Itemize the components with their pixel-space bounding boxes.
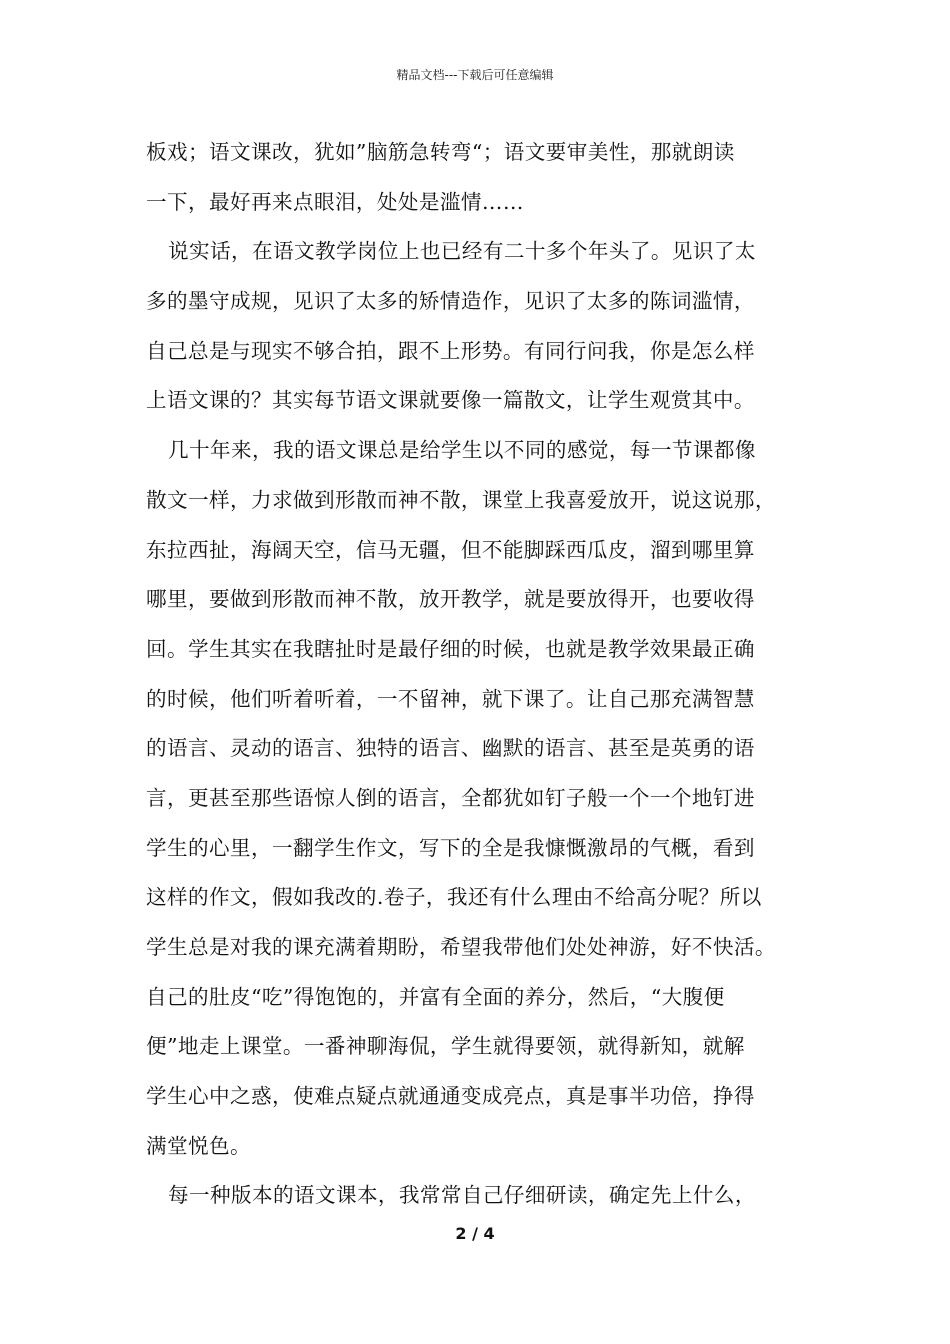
paragraph-start-line: 每一种版本的语文课本，我常常自己仔细研读，确定先上什么， [168, 1183, 756, 1208]
body-text [146, 128, 826, 1221]
text-line: 的时候，他们听着听着，一不留神，就下课了。让自己那充满智慧 [146, 686, 755, 711]
text-line: 学生心中之惑，使难点疑点就通通变成亮点，真是事半功倍，挣得 [146, 1084, 755, 1109]
text-line: 一下，最好再来点眼泪，处处是滥情…… [146, 189, 524, 214]
text-line: 这样的作文，假如我改的.卷子，我还有什么理由不给高分呢？所以 [146, 885, 762, 910]
text-line: 东拉西扯，海阔天空，信马无疆，但不能脚踩西瓜皮，溜到哪里算 [146, 537, 755, 562]
text-line: 哪里，要做到形散而神不散，放开教学，就是要放得开，也要收得 [146, 587, 755, 612]
text-line: 学生总是对我的课充满着期盼，希望我带他们处处神游，好不快活。 [146, 935, 776, 959]
text-line: 自己总是与现实不够合拍，跟不上形势。有同行问我，你是怎么样 [146, 338, 755, 363]
text-line: 回。学生其实在我瞎扯时是最仔细的时候，也就是教学效果最正确 [146, 636, 755, 661]
page-header: 精品文档---下载后可任意编辑 [396, 68, 554, 82]
paragraph-start-line: 说实话，在语文教学岗位上也已经有二十多个年头了。见识了太 [168, 239, 756, 264]
page-number: 2 / 4 [455, 1224, 495, 1243]
text-line: 多的墨守成规，见识了太多的矫情造作，见识了太多的陈词滥情， [146, 289, 755, 314]
text-line: 板戏；语文课改，犹如”脑筋急转弯“；语文要审美性，那就朗读 [146, 140, 735, 164]
paragraph-start-line: 几十年来，我的语文课总是给学生以不同的感觉，每一节课都像 [168, 438, 756, 463]
text-line: 便”地走上课堂。一番神聊海侃，学生就得要领，就得新知，就解 [146, 1034, 745, 1059]
text-line: 学生的心里，一翻学生作文，写下的全是我慷慨激昂的气概，看到 [146, 835, 755, 860]
text-line: 言，更甚至那些语惊人倒的语言，全都犹如钉子般一个一个地钉进 [146, 785, 755, 810]
text-line: 散文一样，力求做到形散而神不散，课堂上我喜爱放开，说这说那， [146, 487, 776, 512]
text-line: 上语文课的？其实每节语文课就要像一篇散文，让学生观赏其中。 [146, 388, 755, 413]
text-line: 满堂悦色。 [146, 1133, 251, 1158]
text-line: 自己的肚皮“吃”得饱饱的，并富有全面的养分，然后，“大腹便 [146, 984, 725, 1009]
text-line: 的语言、灵动的语言、独特的语言、幽默的语言、甚至是英勇的语 [146, 736, 755, 761]
